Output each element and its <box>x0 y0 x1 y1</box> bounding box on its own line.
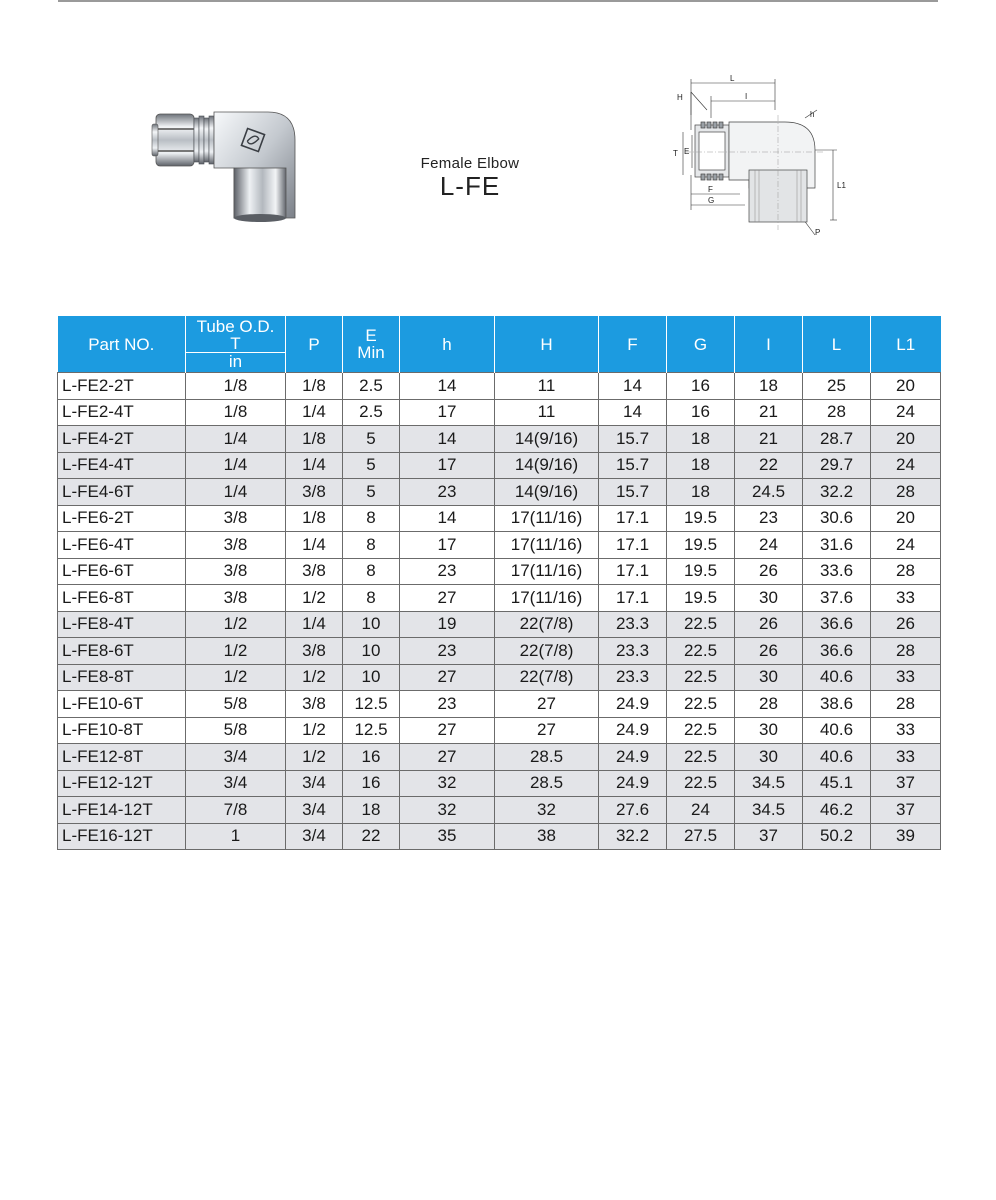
cell-h-lower: 23 <box>400 638 495 665</box>
cell-part-no: L-FE16-12T <box>58 823 186 850</box>
cell-g: 22.5 <box>667 744 735 771</box>
cell-p: 1/2 <box>286 744 343 771</box>
cell-e-min: 8 <box>343 558 400 585</box>
col-header-f: F <box>599 316 667 373</box>
cell-tube-od: 7/8 <box>186 797 286 824</box>
cell-l: 45.1 <box>803 770 871 797</box>
cell-e-min: 22 <box>343 823 400 850</box>
table-row <box>58 797 941 824</box>
cell-g: 22.5 <box>667 638 735 665</box>
title-block <box>390 155 550 202</box>
col-header-l: L <box>803 316 871 373</box>
cell-g: 19.5 <box>667 532 735 559</box>
cell-part-no: L-FE6-6T <box>58 558 186 585</box>
col-header-h-lower: h <box>400 316 495 373</box>
table-header-row <box>58 316 941 373</box>
cell-e-min: 5 <box>343 426 400 453</box>
cell-h-upper: 22(7/8) <box>495 638 599 665</box>
cell-l: 30.6 <box>803 505 871 532</box>
cell-tube-od: 1/8 <box>186 373 286 400</box>
cell-h-lower: 19 <box>400 611 495 638</box>
label-H: H <box>677 93 683 102</box>
top-divider <box>58 0 938 2</box>
cell-tube-od: 1/4 <box>186 452 286 479</box>
product-photo <box>150 100 300 230</box>
label-E: E <box>684 147 690 156</box>
cell-l1: 33 <box>871 585 941 612</box>
cell-f: 15.7 <box>599 479 667 506</box>
cell-tube-od: 3/8 <box>186 532 286 559</box>
cell-p: 3/8 <box>286 691 343 718</box>
cell-h-lower: 27 <box>400 744 495 771</box>
cell-e-min: 12.5 <box>343 717 400 744</box>
cell-l1: 28 <box>871 638 941 665</box>
cell-part-no: L-FE10-8T <box>58 717 186 744</box>
cell-l1: 24 <box>871 399 941 426</box>
cell-h-upper: 38 <box>495 823 599 850</box>
cell-tube-od: 1 <box>186 823 286 850</box>
cell-h-upper: 17(11/16) <box>495 558 599 585</box>
cell-h-upper: 17(11/16) <box>495 532 599 559</box>
cell-h-lower: 23 <box>400 691 495 718</box>
label-h-lower: h <box>810 110 815 119</box>
col-header-g: G <box>667 316 735 373</box>
cell-p: 3/4 <box>286 823 343 850</box>
cell-i: 26 <box>735 638 803 665</box>
cell-l: 28 <box>803 399 871 426</box>
cell-e-min: 2.5 <box>343 399 400 426</box>
cell-g: 27.5 <box>667 823 735 850</box>
cell-f: 23.3 <box>599 638 667 665</box>
table-row <box>58 664 941 691</box>
cell-l1: 28 <box>871 691 941 718</box>
cell-f: 24.9 <box>599 717 667 744</box>
cell-h-lower: 14 <box>400 505 495 532</box>
cell-i: 30 <box>735 717 803 744</box>
cell-e-min: 2.5 <box>343 373 400 400</box>
cell-p: 1/4 <box>286 399 343 426</box>
cell-tube-od: 3/4 <box>186 744 286 771</box>
cell-g: 19.5 <box>667 585 735 612</box>
table-row <box>58 558 941 585</box>
cell-g: 22.5 <box>667 611 735 638</box>
cell-p: 1/4 <box>286 532 343 559</box>
cell-l1: 37 <box>871 770 941 797</box>
cell-h-lower: 14 <box>400 373 495 400</box>
cell-p: 1/8 <box>286 426 343 453</box>
cell-p: 3/8 <box>286 558 343 585</box>
cell-h-upper: 17(11/16) <box>495 585 599 612</box>
table-row <box>58 505 941 532</box>
cell-l1: 24 <box>871 532 941 559</box>
cell-l: 29.7 <box>803 452 871 479</box>
cell-i: 21 <box>735 426 803 453</box>
cell-e-min: 8 <box>343 505 400 532</box>
cell-f: 17.1 <box>599 558 667 585</box>
cell-e-min: 10 <box>343 611 400 638</box>
cell-p: 1/2 <box>286 664 343 691</box>
cell-f: 23.3 <box>599 664 667 691</box>
cell-h-upper: 14(9/16) <box>495 426 599 453</box>
cell-p: 1/4 <box>286 452 343 479</box>
cell-f: 14 <box>599 399 667 426</box>
table-row <box>58 717 941 744</box>
cell-part-no: L-FE2-4T <box>58 399 186 426</box>
cell-h-lower: 27 <box>400 585 495 612</box>
spec-table <box>57 316 941 850</box>
cell-i: 18 <box>735 373 803 400</box>
cell-g: 22.5 <box>667 717 735 744</box>
cell-tube-od: 1/2 <box>186 664 286 691</box>
cell-h-upper: 27 <box>495 691 599 718</box>
cell-part-no: L-FE4-2T <box>58 426 186 453</box>
cell-g: 16 <box>667 373 735 400</box>
cell-part-no: L-FE10-6T <box>58 691 186 718</box>
cell-tube-od: 3/8 <box>186 505 286 532</box>
cell-e-min: 5 <box>343 452 400 479</box>
cell-h-lower: 14 <box>400 426 495 453</box>
cell-l: 36.6 <box>803 638 871 665</box>
cell-h-upper: 14(9/16) <box>495 452 599 479</box>
cell-l: 36.6 <box>803 611 871 638</box>
cell-f: 23.3 <box>599 611 667 638</box>
cell-l1: 20 <box>871 505 941 532</box>
table-row <box>58 399 941 426</box>
col-header-tube-od <box>186 316 286 373</box>
cell-tube-od: 1/2 <box>186 638 286 665</box>
cell-f: 15.7 <box>599 426 667 453</box>
cell-l: 33.6 <box>803 558 871 585</box>
cell-l1: 26 <box>871 611 941 638</box>
cell-l: 37.6 <box>803 585 871 612</box>
cell-l: 40.6 <box>803 744 871 771</box>
table-row <box>58 823 941 850</box>
cell-e-min: 10 <box>343 664 400 691</box>
cell-e-min: 8 <box>343 585 400 612</box>
cell-part-no: L-FE2-2T <box>58 373 186 400</box>
cell-h-lower: 32 <box>400 797 495 824</box>
cell-h-upper: 17(11/16) <box>495 505 599 532</box>
cell-e-min: 12.5 <box>343 691 400 718</box>
cell-h-upper: 22(7/8) <box>495 611 599 638</box>
col-header-e-min <box>343 316 400 373</box>
cell-h-lower: 23 <box>400 558 495 585</box>
cell-i: 34.5 <box>735 770 803 797</box>
cell-f: 32.2 <box>599 823 667 850</box>
cell-i: 34.5 <box>735 797 803 824</box>
cell-p: 3/4 <box>286 797 343 824</box>
cell-p: 1/2 <box>286 717 343 744</box>
table-row <box>58 452 941 479</box>
cell-g: 22.5 <box>667 691 735 718</box>
cell-l: 31.6 <box>803 532 871 559</box>
cell-l: 50.2 <box>803 823 871 850</box>
cell-f: 15.7 <box>599 452 667 479</box>
cell-part-no: L-FE14-12T <box>58 797 186 824</box>
cell-g: 18 <box>667 452 735 479</box>
cell-p: 3/8 <box>286 638 343 665</box>
cell-p: 1/8 <box>286 373 343 400</box>
cell-tube-od: 1/4 <box>186 426 286 453</box>
cell-part-no: L-FE8-4T <box>58 611 186 638</box>
table-row <box>58 373 941 400</box>
cell-tube-od: 1/2 <box>186 611 286 638</box>
cell-l1: 20 <box>871 426 941 453</box>
col-header-p: P <box>286 316 343 373</box>
cell-f: 27.6 <box>599 797 667 824</box>
label-L: L <box>730 74 735 83</box>
tube-od-unit: in <box>228 352 243 371</box>
label-F: F <box>708 185 713 194</box>
cell-g: 19.5 <box>667 558 735 585</box>
cell-p: 3/4 <box>286 770 343 797</box>
col-header-h-upper: H <box>495 316 599 373</box>
cell-i: 24.5 <box>735 479 803 506</box>
cell-l1: 24 <box>871 452 941 479</box>
product-subtitle: Female Elbow <box>420 155 520 172</box>
col-header-i: I <box>735 316 803 373</box>
cell-e-min: 8 <box>343 532 400 559</box>
cell-l1: 33 <box>871 717 941 744</box>
cell-h-lower: 17 <box>400 452 495 479</box>
table-row <box>58 585 941 612</box>
cell-part-no: L-FE6-2T <box>58 505 186 532</box>
cell-h-lower: 17 <box>400 399 495 426</box>
col-header-part-no: Part NO. <box>58 316 186 373</box>
table-row <box>58 691 941 718</box>
cell-h-lower: 27 <box>400 664 495 691</box>
cell-p: 3/8 <box>286 479 343 506</box>
cell-h-upper: 28.5 <box>495 744 599 771</box>
cell-l: 25 <box>803 373 871 400</box>
cell-i: 30 <box>735 664 803 691</box>
cell-l: 46.2 <box>803 797 871 824</box>
cell-p: 1/4 <box>286 611 343 638</box>
table-body <box>58 373 941 850</box>
cell-l: 40.6 <box>803 664 871 691</box>
cell-h-upper: 32 <box>495 797 599 824</box>
label-P: P <box>815 228 821 237</box>
cell-part-no: L-FE12-8T <box>58 744 186 771</box>
cell-tube-od: 3/8 <box>186 558 286 585</box>
cell-l1: 28 <box>871 558 941 585</box>
cell-i: 28 <box>735 691 803 718</box>
cell-f: 14 <box>599 373 667 400</box>
cell-part-no: L-FE12-12T <box>58 770 186 797</box>
table-row <box>58 770 941 797</box>
cell-f: 17.1 <box>599 532 667 559</box>
tube-od-label: Tube O.D. <box>196 317 275 336</box>
cell-i: 22 <box>735 452 803 479</box>
cell-h-lower: 27 <box>400 717 495 744</box>
cell-g: 24 <box>667 797 735 824</box>
cell-l1: 33 <box>871 744 941 771</box>
cell-l1: 33 <box>871 664 941 691</box>
cell-g: 19.5 <box>667 505 735 532</box>
label-T: T <box>673 149 678 158</box>
table-row <box>58 611 941 638</box>
cell-i: 23 <box>735 505 803 532</box>
label-G: G <box>708 196 715 205</box>
cell-i: 30 <box>735 744 803 771</box>
cell-e-min: 16 <box>343 770 400 797</box>
table-row <box>58 426 941 453</box>
cell-i: 37 <box>735 823 803 850</box>
table-row <box>58 744 941 771</box>
cell-f: 17.1 <box>599 505 667 532</box>
tube-od-symbol: T <box>230 334 241 353</box>
cell-l: 28.7 <box>803 426 871 453</box>
cell-h-upper: 28.5 <box>495 770 599 797</box>
cell-l1: 37 <box>871 797 941 824</box>
cell-e-min: 10 <box>343 638 400 665</box>
label-L1: L1 <box>837 181 846 190</box>
cell-f: 17.1 <box>599 585 667 612</box>
col-header-l1: L1 <box>871 316 941 373</box>
e-min-label: Min <box>357 343 385 362</box>
cell-l1: 20 <box>871 373 941 400</box>
table-row <box>58 479 941 506</box>
cell-part-no: L-FE4-6T <box>58 479 186 506</box>
cell-f: 24.9 <box>599 744 667 771</box>
cell-tube-od: 5/8 <box>186 717 286 744</box>
cell-p: 1/2 <box>286 585 343 612</box>
cell-g: 18 <box>667 426 735 453</box>
cell-l1: 28 <box>871 479 941 506</box>
cell-i: 24 <box>735 532 803 559</box>
cell-h-upper: 27 <box>495 717 599 744</box>
cell-h-upper: 11 <box>495 399 599 426</box>
cell-l1: 39 <box>871 823 941 850</box>
cell-e-min: 18 <box>343 797 400 824</box>
cell-tube-od: 5/8 <box>186 691 286 718</box>
cell-i: 26 <box>735 558 803 585</box>
cell-part-no: L-FE8-6T <box>58 638 186 665</box>
dimension-drawing <box>655 70 855 242</box>
product-model: L-FE <box>439 171 501 201</box>
e-label: E <box>365 326 377 345</box>
cell-l: 32.2 <box>803 479 871 506</box>
cell-l: 38.6 <box>803 691 871 718</box>
cell-i: 21 <box>735 399 803 426</box>
label-I: I <box>745 92 748 101</box>
cell-l: 40.6 <box>803 717 871 744</box>
cell-g: 22.5 <box>667 770 735 797</box>
cell-part-no: L-FE8-8T <box>58 664 186 691</box>
cell-h-upper: 14(9/16) <box>495 479 599 506</box>
table-row <box>58 638 941 665</box>
cell-h-upper: 11 <box>495 373 599 400</box>
cell-h-lower: 17 <box>400 532 495 559</box>
cell-h-lower: 23 <box>400 479 495 506</box>
cell-e-min: 5 <box>343 479 400 506</box>
cell-e-min: 16 <box>343 744 400 771</box>
table-row <box>58 532 941 559</box>
cell-h-lower: 32 <box>400 770 495 797</box>
cell-tube-od: 1/8 <box>186 399 286 426</box>
cell-part-no: L-FE6-4T <box>58 532 186 559</box>
cell-g: 18 <box>667 479 735 506</box>
cell-g: 16 <box>667 399 735 426</box>
cell-i: 26 <box>735 611 803 638</box>
cell-f: 24.9 <box>599 691 667 718</box>
cell-i: 30 <box>735 585 803 612</box>
cell-p: 1/8 <box>286 505 343 532</box>
cell-h-lower: 35 <box>400 823 495 850</box>
cell-part-no: L-FE4-4T <box>58 452 186 479</box>
cell-g: 22.5 <box>667 664 735 691</box>
cell-tube-od: 3/4 <box>186 770 286 797</box>
cell-tube-od: 3/8 <box>186 585 286 612</box>
cell-h-upper: 22(7/8) <box>495 664 599 691</box>
cell-f: 24.9 <box>599 770 667 797</box>
cell-part-no: L-FE6-8T <box>58 585 186 612</box>
cell-tube-od: 1/4 <box>186 479 286 506</box>
